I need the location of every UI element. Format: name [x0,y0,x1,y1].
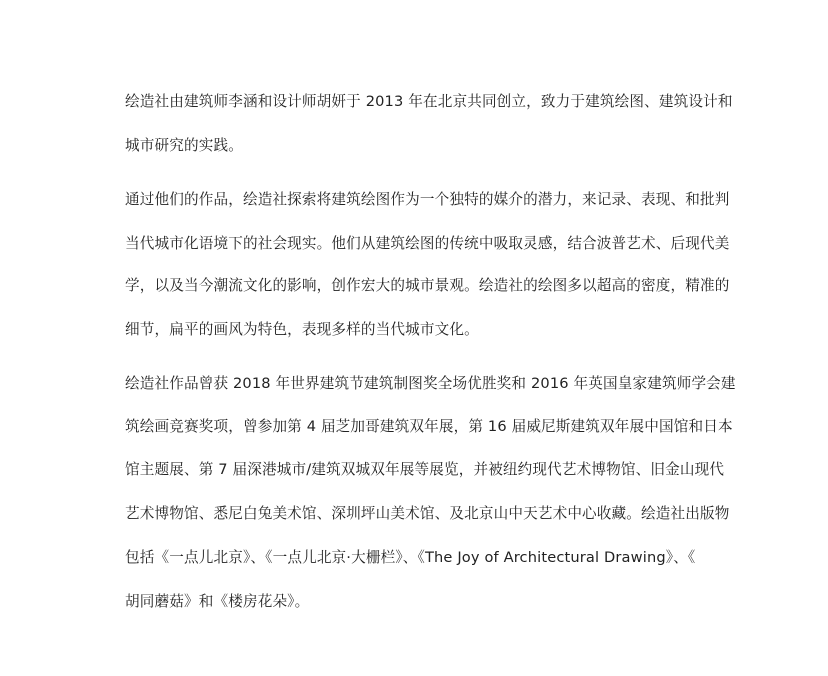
paragraph-1-line-1: 绘造社由建筑师李涵和设计师胡妍于 2013 年在北京共同创立，致力于建筑绘图、建筑设计和 [125,93,733,110]
paragraph-3-line-2: 筑绘画竞赛奖项，曾参加第 4 届芝加哥建筑双年展，第 16 届威尼斯建筑双年展中国馆和日本 [125,418,733,435]
paragraph-3-line-5: 包括《一点儿北京》、《一点儿北京·大栅栏》、《The Joy of Architectural Drawing》、《 [125,549,696,566]
paragraph-2-line-3: 学，以及当今潮流文化的影响，创作宏大的城市景观。绘造社的绘图多以超高的密度，精准的 [125,277,730,294]
paragraph-2-line-4: 细节，扁平的画风为特色，表现多样的当代城市文化。 [125,321,479,338]
paragraph-1-line-2: 城市研究的实践。 [125,137,243,154]
paragraph-3-line-1: 绘造社作品曾获 2018 年世界建筑节建筑制图奖全场优胜奖和 2016 年英国皇家建筑师学会建 [125,375,736,392]
paragraph-3-line-6: 胡同蘑菇》和《楼房花朵》。 [125,593,310,610]
paragraph-2-line-1: 通过他们的作品，绘造社探索将建筑绘图作为一个独特的媒介的潜力，来记录、表现、和批判 [125,191,730,208]
paragraph-3-line-4: 艺术博物馆、悉尼白兔美术馆、深圳坪山美术馆、及北京山中天艺术中心收藏。绘造社出版物 [125,505,730,522]
paragraph-2-line-2: 当代城市化语境下的社会现实。他们从建筑绘图的传统中吸取灵感，结合波普艺术、后现代美 [125,235,730,252]
paragraph-3-line-3: 馆主题展、第 7 届深港城市/建筑双城双年展等展览，并被纽约现代艺术博物馆、旧金山现代 [125,461,725,478]
